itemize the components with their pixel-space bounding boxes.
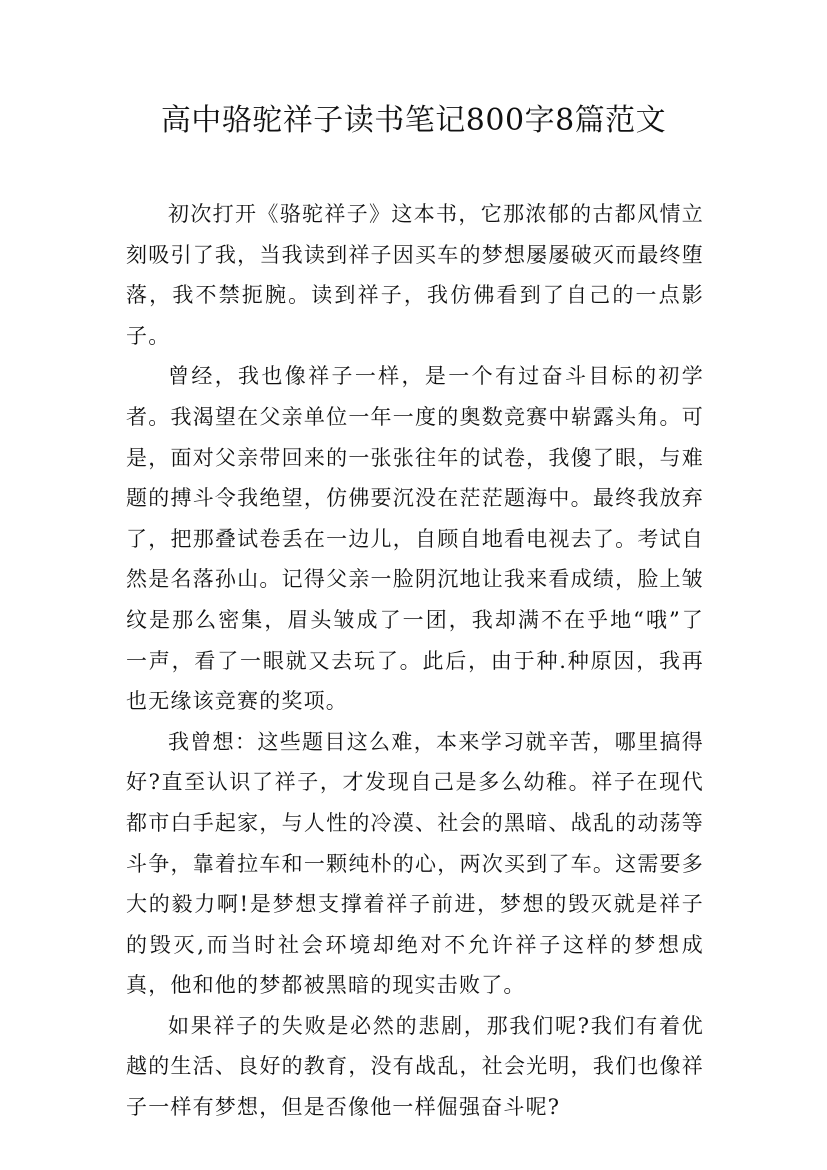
paragraph-4: 如果祥子的失败是必然的悲剧，那我们呢?我们有着优越的生活、良好的教育，没有战乱，社会光明，我们也像祥子一样有梦想，但是否像他一样倔强奋斗呢? — [126, 1013, 704, 1120]
document-body — [126, 194, 704, 1128]
paragraph-1: 初次打开《骆驼祥子》这本书，它那浓郁的古都风情立刻吸引了我，当我读到祥子因买车的梦想屡屡破灭而最终堕落，我不禁扼腕。读到祥子，我仿佛看到了自己的一点影子。 — [126, 202, 704, 348]
paragraph-3: 我曾想：这些题目这么难，本来学习就辛苦，哪里搞得好?直至认识了祥子，才发现自己是多么幼稚。祥子在现代都市白手起家，与人性的冷漠、社会的黑暗、战乱的动荡等斗争，靠着拉车和一颗纯朴的心，两次买到了车。这需要多大的毅力啊!是梦想支撑着祥子前进，梦想的毁灭就是祥子的毁灭,而当时社会环境却绝对不允许祥子这样的梦想成真，他和他的梦都被黑暗的现实击败了。 — [126, 729, 704, 998]
paragraph-2: 曾经，我也像祥子一样，是一个有过奋斗目标的初学者。我渴望在父亲单位一年一度的奥数竞赛中崭露头角。可是，面对父亲带回来的一张张往年的试卷，我傻了眼，与难题的搏斗令我绝望，仿佛要沉没在茫茫题海中。最终我放弃了，把那叠试卷丢在一边儿，自顾自地看电视去了。考试自然是名落孙山。记得父亲一脸阴沉地让我来看成绩，脸上皱纹是那么密集，眉头皱成了一团，我却满不在乎地“哦”了一声，看了一眼就又去玩了。此后，由于种.种原因，我再也无缘该竞赛的奖项。 — [126, 364, 704, 714]
document-title: 高中骆驼祥子读书笔记800字8篇范文 — [160, 103, 667, 138]
